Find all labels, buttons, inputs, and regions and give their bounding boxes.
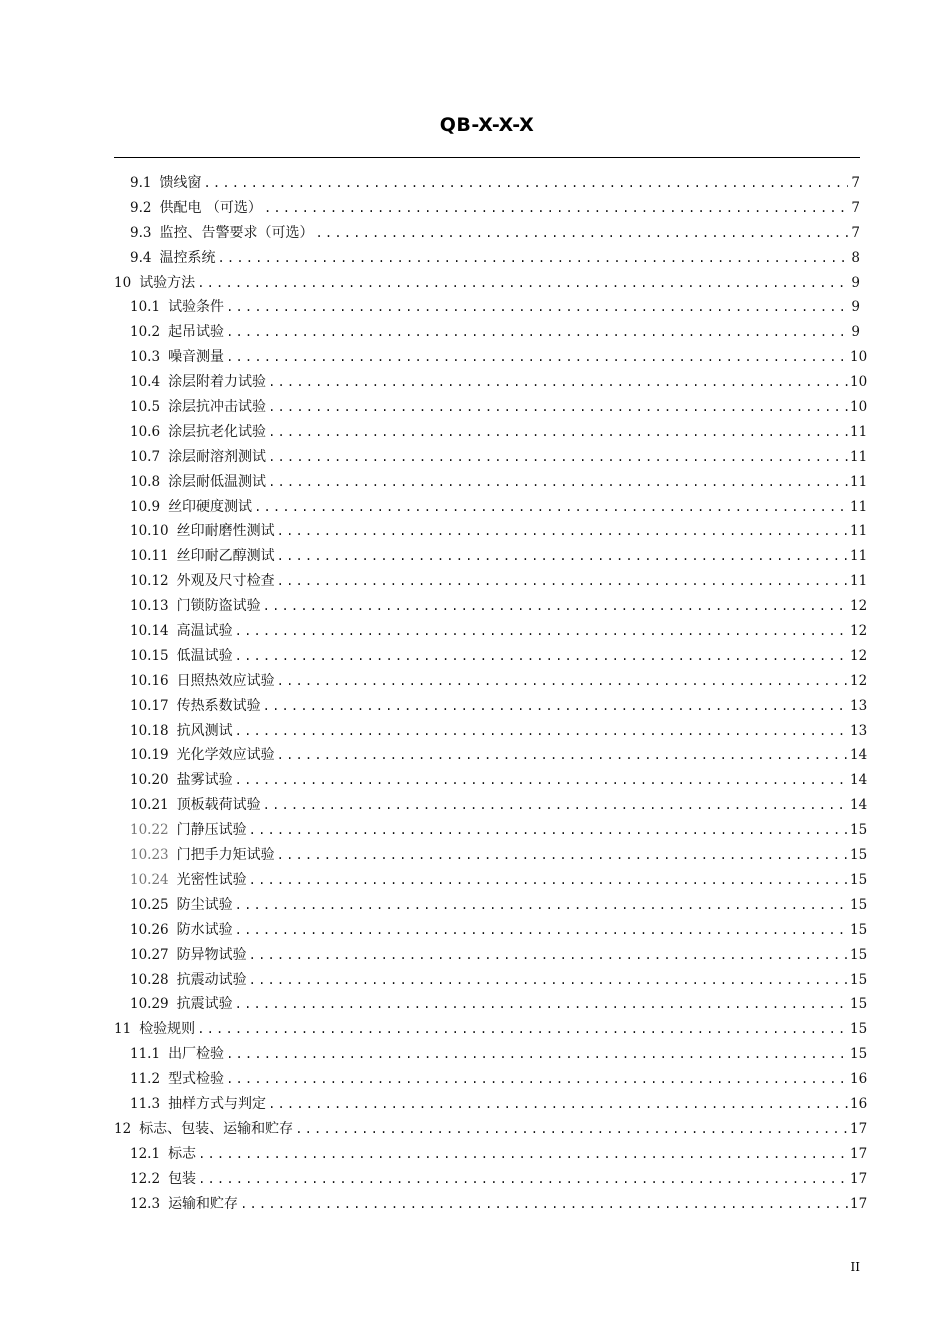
toc-dot-leader bbox=[277, 524, 848, 538]
toc-entry-page: 9 bbox=[851, 274, 860, 291]
toc-entry-number: 10.1 bbox=[130, 299, 161, 316]
toc-entry[interactable] bbox=[114, 919, 868, 944]
toc-entry-page: 17 bbox=[850, 1195, 868, 1212]
toc-entry-number: 9.1 bbox=[130, 175, 152, 191]
toc-dot-leader bbox=[197, 1022, 848, 1036]
toc-entry-page: 15 bbox=[850, 921, 868, 938]
toc-dot-leader bbox=[277, 674, 848, 688]
toc-entry-title: 检验规则 bbox=[139, 1021, 196, 1038]
toc-entry-page: 16 bbox=[850, 1071, 868, 1088]
toc-entry-number: 10.14 bbox=[130, 623, 169, 640]
toc-entry-title: 监控、告警要求（可选） bbox=[159, 224, 314, 241]
toc-entry-title: 涂层耐低温测试 bbox=[168, 473, 267, 490]
toc-entry-number: 10.6 bbox=[130, 423, 161, 440]
toc-entry[interactable] bbox=[114, 720, 868, 745]
toc-entry-page: 12 bbox=[850, 672, 868, 689]
toc-entry-number: 10.12 bbox=[130, 573, 169, 590]
toc-entry-page: 15 bbox=[850, 1046, 868, 1063]
toc-entry[interactable] bbox=[114, 1068, 868, 1093]
toc-entry[interactable] bbox=[114, 321, 860, 346]
toc-entry-number: 9.2 bbox=[130, 199, 152, 216]
toc-entry-page: 15 bbox=[850, 871, 868, 888]
toc-entry-number: 11.2 bbox=[130, 1071, 161, 1088]
toc-entry[interactable] bbox=[114, 1143, 868, 1168]
toc-dot-leader bbox=[249, 973, 848, 987]
toc-entry-title: 防水试验 bbox=[176, 921, 233, 938]
toc-entry-title: 高温试验 bbox=[176, 623, 233, 640]
toc-entry[interactable] bbox=[114, 471, 868, 496]
toc-entry-number: 12 bbox=[114, 1120, 132, 1137]
toc-entry-title: 型式检验 bbox=[168, 1071, 225, 1088]
toc-entry-number: 10.7 bbox=[130, 448, 161, 465]
toc-entry-number: 10.20 bbox=[130, 772, 169, 789]
toc-entry-title: 防异物试验 bbox=[176, 946, 247, 963]
toc-dot-leader bbox=[249, 948, 848, 962]
toc-entry-title: 运输和贮存 bbox=[168, 1195, 239, 1212]
table-of-contents bbox=[114, 172, 868, 1217]
toc-entry-title: 传热系数试验 bbox=[176, 697, 261, 714]
toc-entry[interactable] bbox=[114, 769, 868, 794]
toc-entry-number: 10.18 bbox=[130, 722, 169, 739]
toc-entry-title: 顶板载荷试验 bbox=[176, 797, 261, 814]
toc-entry-page: 13 bbox=[850, 722, 868, 739]
toc-dot-leader bbox=[277, 848, 848, 862]
toc-entry-number: 10.11 bbox=[130, 548, 169, 565]
toc-entry-title: 光密性试验 bbox=[176, 871, 247, 888]
toc-entry[interactable] bbox=[114, 296, 860, 321]
toc-entry-title: 涂层耐溶剂测试 bbox=[168, 448, 267, 465]
toc-entry[interactable] bbox=[114, 794, 868, 819]
toc-dot-leader bbox=[235, 923, 848, 937]
toc-entry-number: 10.10 bbox=[130, 523, 169, 540]
toc-entry[interactable] bbox=[114, 247, 860, 272]
toc-entry-number: 10.26 bbox=[130, 921, 169, 938]
toc-entry-number: 11.3 bbox=[130, 1095, 161, 1112]
toc-dot-leader bbox=[235, 997, 848, 1011]
toc-entry-page: 11 bbox=[850, 423, 868, 440]
toc-entry[interactable] bbox=[114, 520, 868, 545]
toc-dot-leader bbox=[226, 300, 848, 314]
toc-dot-leader bbox=[197, 276, 848, 290]
document-code-header: QB-X-X-X bbox=[439, 114, 535, 136]
toc-entry-number: 10.15 bbox=[130, 647, 169, 664]
toc-entry-title: 抗震动试验 bbox=[176, 971, 247, 988]
toc-entry-number: 10 bbox=[114, 274, 132, 291]
page-number: II bbox=[850, 1260, 860, 1274]
toc-entry-page: 11 bbox=[850, 498, 868, 515]
toc-entry-page: 7 bbox=[851, 199, 860, 216]
toc-entry[interactable] bbox=[114, 172, 860, 197]
toc-dot-leader bbox=[268, 1097, 848, 1111]
toc-entry-title: 低温试验 bbox=[176, 647, 233, 664]
toc-dot-leader bbox=[226, 1047, 848, 1061]
toc-entry-title: 丝印硬度测试 bbox=[168, 498, 253, 515]
toc-entry-number: 10.19 bbox=[130, 747, 169, 764]
toc-dot-leader bbox=[268, 450, 848, 464]
toc-entry-page: 13 bbox=[850, 697, 868, 714]
toc-entry-number: 12.1 bbox=[130, 1145, 161, 1162]
toc-entry-title: 外观及尺寸检查 bbox=[176, 573, 275, 590]
toc-entry[interactable] bbox=[114, 869, 868, 894]
toc-entry-page: 9 bbox=[851, 299, 860, 316]
toc-dot-leader bbox=[249, 873, 848, 887]
toc-entry-page: 15 bbox=[850, 896, 868, 913]
toc-entry-page: 12 bbox=[850, 598, 868, 615]
toc-dot-leader bbox=[235, 898, 848, 912]
toc-entry-number: 10.8 bbox=[130, 473, 161, 490]
toc-entry-title: 涂层抗冲击试验 bbox=[168, 399, 267, 416]
toc-entry-page: 17 bbox=[850, 1170, 868, 1187]
toc-entry[interactable] bbox=[114, 1018, 868, 1043]
toc-entry-title: 抽样方式与判定 bbox=[168, 1095, 267, 1112]
toc-dot-leader bbox=[235, 724, 848, 738]
toc-entry[interactable] bbox=[114, 595, 868, 620]
header-divider bbox=[114, 157, 860, 158]
toc-entry-number: 10.9 bbox=[130, 498, 161, 515]
toc-entry[interactable] bbox=[114, 396, 868, 421]
toc-entry-title: 门锁防盗试验 bbox=[176, 598, 261, 615]
toc-entry-title: 噪音测量 bbox=[168, 349, 225, 366]
toc-entry-page: 11 bbox=[850, 548, 868, 565]
toc-entry-page: 15 bbox=[850, 946, 868, 963]
toc-entry-title: 馈线窗 bbox=[159, 175, 202, 191]
toc-entry-number: 11 bbox=[114, 1021, 132, 1038]
toc-entry[interactable] bbox=[114, 1118, 868, 1143]
toc-entry-title: 抗风测试 bbox=[176, 722, 233, 739]
toc-entry[interactable] bbox=[114, 545, 868, 570]
toc-entry[interactable] bbox=[114, 1093, 868, 1118]
toc-dot-leader bbox=[268, 400, 848, 414]
toc-entry-number: 10.23 bbox=[130, 847, 169, 864]
toc-dot-leader bbox=[198, 1172, 848, 1186]
toc-dot-leader bbox=[226, 350, 848, 364]
toc-entry[interactable] bbox=[114, 197, 860, 222]
toc-entry-page: 12 bbox=[850, 623, 868, 640]
toc-entry[interactable] bbox=[114, 272, 860, 297]
toc-entry[interactable] bbox=[114, 620, 868, 645]
toc-dot-leader bbox=[235, 624, 848, 638]
toc-entry-page: 11 bbox=[850, 448, 868, 465]
toc-entry-page: 15 bbox=[850, 822, 868, 839]
toc-entry-title: 标志 bbox=[168, 1145, 197, 1162]
toc-entry-title: 日照热效应试验 bbox=[176, 672, 275, 689]
toc-entry-number: 10.22 bbox=[130, 822, 169, 839]
toc-dot-leader bbox=[264, 201, 848, 215]
toc-entry-title: 光化学效应试验 bbox=[176, 747, 275, 764]
toc-dot-leader bbox=[263, 699, 848, 713]
toc-entry-title: 包装 bbox=[168, 1170, 197, 1187]
toc-entry-page: 10 bbox=[850, 374, 868, 391]
toc-entry[interactable] bbox=[114, 1043, 868, 1068]
toc-entry-number: 10.16 bbox=[130, 672, 169, 689]
toc-entry-page: 14 bbox=[850, 772, 868, 789]
toc-entry-page: 10 bbox=[850, 399, 868, 416]
toc-entry-title: 丝印耐磨性测试 bbox=[176, 523, 275, 540]
toc-entry-number: 9.4 bbox=[130, 249, 152, 266]
toc-dot-leader bbox=[203, 176, 848, 190]
toc-entry-number: 10.4 bbox=[130, 374, 161, 391]
toc-entry-number: 10.3 bbox=[130, 349, 161, 366]
toc-entry-page: 12 bbox=[850, 647, 868, 664]
toc-dot-leader bbox=[268, 425, 848, 439]
toc-entry[interactable] bbox=[114, 1193, 868, 1218]
toc-entry-number: 9.3 bbox=[130, 224, 152, 241]
toc-entry-page: 11 bbox=[850, 573, 868, 590]
toc-entry[interactable] bbox=[114, 1168, 868, 1193]
toc-entry-title: 温控系统 bbox=[159, 249, 216, 266]
toc-entry-number: 10.24 bbox=[130, 871, 169, 888]
toc-entry-number: 10.5 bbox=[130, 399, 161, 416]
toc-dot-leader bbox=[268, 375, 848, 389]
toc-entry-page: 14 bbox=[850, 797, 868, 814]
toc-entry[interactable] bbox=[114, 894, 868, 919]
toc-dot-leader bbox=[226, 325, 848, 339]
toc-entry-number: 10.29 bbox=[130, 996, 169, 1013]
toc-entry-title: 涂层附着力试验 bbox=[168, 374, 267, 391]
toc-entry-title: 盐雾试验 bbox=[176, 772, 233, 789]
toc-entry-page: 11 bbox=[850, 523, 868, 540]
toc-entry-page: 14 bbox=[850, 747, 868, 764]
toc-entry[interactable] bbox=[114, 844, 868, 869]
toc-entry[interactable] bbox=[114, 944, 868, 969]
toc-entry-number: 11.1 bbox=[130, 1046, 161, 1063]
toc-entry[interactable] bbox=[114, 371, 868, 396]
toc-entry[interactable] bbox=[114, 695, 868, 720]
toc-dot-leader bbox=[240, 1197, 848, 1211]
toc-dot-leader bbox=[315, 226, 848, 240]
toc-dot-leader bbox=[254, 500, 848, 514]
toc-dot-leader bbox=[235, 773, 848, 787]
toc-dot-leader bbox=[249, 823, 848, 837]
toc-entry-number: 12.3 bbox=[130, 1195, 161, 1212]
toc-entry-page: 7 bbox=[851, 175, 860, 191]
toc-entry-number: 10.25 bbox=[130, 896, 169, 913]
toc-dot-leader bbox=[277, 574, 848, 588]
toc-entry-title: 出厂检验 bbox=[168, 1046, 225, 1063]
toc-entry[interactable] bbox=[114, 645, 868, 670]
toc-dot-leader bbox=[263, 599, 848, 613]
toc-entry-page: 15 bbox=[850, 996, 868, 1013]
toc-entry-page: 7 bbox=[851, 224, 860, 241]
toc-entry-number: 10.17 bbox=[130, 697, 169, 714]
toc-entry[interactable] bbox=[114, 819, 868, 844]
toc-entry-page: 8 bbox=[851, 249, 860, 266]
toc-entry[interactable] bbox=[114, 744, 868, 769]
toc-entry-title: 试验方法 bbox=[139, 274, 196, 291]
toc-entry-number: 10.28 bbox=[130, 971, 169, 988]
toc-dot-leader bbox=[268, 475, 848, 489]
toc-entry-title: 抗震试验 bbox=[176, 996, 233, 1013]
toc-entry-title: 供配电 （可选） bbox=[159, 199, 262, 216]
toc-entry-page: 16 bbox=[850, 1095, 868, 1112]
toc-entry[interactable] bbox=[114, 222, 860, 247]
toc-dot-leader bbox=[226, 1072, 848, 1086]
toc-entry-title: 丝印耐乙醇测试 bbox=[176, 548, 275, 565]
toc-entry[interactable] bbox=[114, 446, 868, 471]
toc-entry-number: 10.21 bbox=[130, 797, 169, 814]
toc-entry-title: 门把手力矩试验 bbox=[176, 847, 275, 864]
toc-dot-leader bbox=[295, 1122, 848, 1136]
toc-entry-page: 9 bbox=[851, 324, 860, 341]
toc-entry[interactable] bbox=[114, 496, 868, 521]
toc-entry-page: 10 bbox=[850, 349, 868, 366]
toc-dot-leader bbox=[277, 549, 848, 563]
toc-entry-page: 17 bbox=[850, 1120, 868, 1137]
toc-entry-page: 11 bbox=[850, 473, 868, 490]
toc-entry-page: 15 bbox=[850, 1021, 868, 1038]
toc-entry[interactable] bbox=[114, 346, 868, 371]
toc-entry-number: 12.2 bbox=[130, 1170, 161, 1187]
toc-entry[interactable] bbox=[114, 570, 868, 595]
toc-dot-leader bbox=[235, 649, 848, 663]
toc-entry-title: 起吊试验 bbox=[168, 324, 225, 341]
toc-entry-title: 涂层抗老化试验 bbox=[168, 423, 267, 440]
toc-entry-number: 10.27 bbox=[130, 946, 169, 963]
toc-entry-number: 10.13 bbox=[130, 598, 169, 615]
toc-dot-leader bbox=[217, 251, 848, 265]
toc-entry-page: 15 bbox=[850, 971, 868, 988]
toc-entry[interactable] bbox=[114, 670, 868, 695]
toc-entry-page: 17 bbox=[850, 1145, 868, 1162]
toc-entry-title: 标志、包装、运输和贮存 bbox=[139, 1120, 294, 1137]
toc-entry-page: 15 bbox=[850, 847, 868, 864]
toc-dot-leader bbox=[277, 748, 848, 762]
toc-dot-leader bbox=[263, 798, 848, 812]
toc-dot-leader bbox=[198, 1147, 848, 1161]
toc-entry[interactable] bbox=[114, 421, 868, 446]
toc-entry-number: 10.2 bbox=[130, 324, 161, 341]
toc-entry-title: 门静压试验 bbox=[176, 822, 247, 839]
toc-entry[interactable] bbox=[114, 993, 868, 1018]
toc-entry[interactable] bbox=[114, 969, 868, 994]
toc-entry-title: 试验条件 bbox=[168, 299, 225, 316]
toc-entry-title: 防尘试验 bbox=[176, 896, 233, 913]
